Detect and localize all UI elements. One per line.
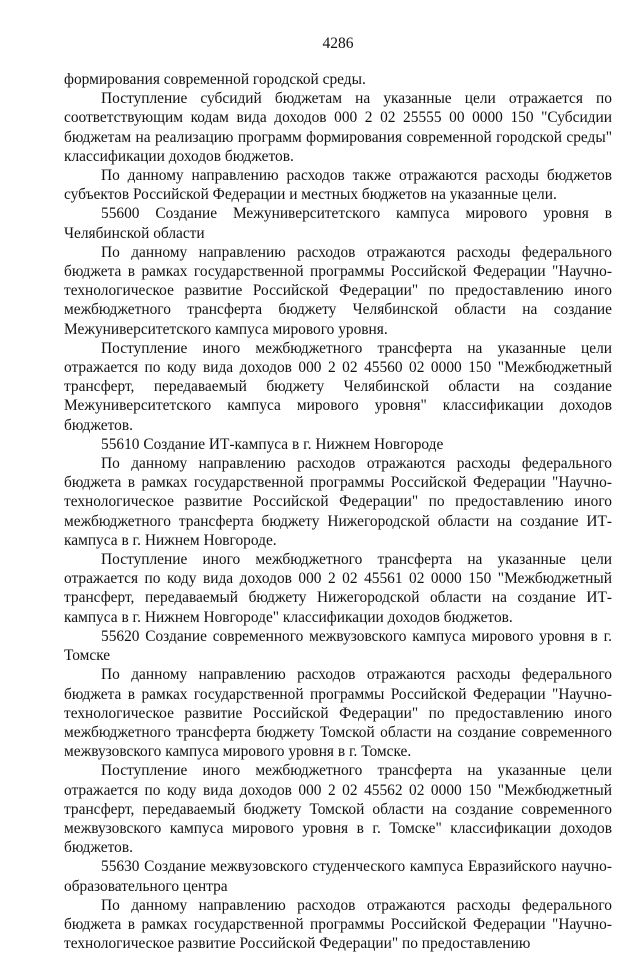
section-heading: 55600 Создание Межуниверситетского кампуса мирового уровня в Челябинской области xyxy=(64,205,612,242)
document-body xyxy=(64,70,612,953)
paragraph: По данному направлению расходов также отражаются расходы бюджетов субъектов Российской Федерации и местных бюджетов на указанные цели. xyxy=(64,167,612,204)
paragraph: По данному направлению расходов отражаются расходы федерального бюджета в рамках государственной программы Российской Федерации "Научно-технологическое развитие Российской Федерации" по предоставлению xyxy=(64,896,612,953)
page-number: 4286 xyxy=(322,35,354,52)
paragraph: Поступление иного межбюджетного трансферта на указанные цели отражается по коду вида доходов 000 2 02 45561 02 0000 150 "Межбюджетный трансферт, передаваемый бюджету Нижегородской области на создание ИТ-кампуса в г. Нижнем Новгороде" классификации доходов бюджетов. xyxy=(64,551,612,626)
paragraph: По данному направлению расходов отражаются расходы федерального бюджета в рамках государственной программы Российской Федерации "Научно-технологическое развитие Российской Федерации" по предоставлению иного межбюджетного трансферта бюджету Томской области на создание современного межвузовского кампуса мирового уровня в г. Томске. xyxy=(64,666,612,761)
section-heading: 55610 Создание ИТ-кампуса в г. Нижнем Новгороде xyxy=(101,435,444,453)
paragraph: По данному направлению расходов отражаются расходы федерального бюджета в рамках государственной программы Российской Федерации "Научно-технологическое развитие Российской Федерации" по предоставлению иного межбюджетного трансферта бюджету Челябинской области на создание Межуниверситетского кампуса мирового уровня. xyxy=(64,243,612,338)
section-heading: 55630 Создание межвузовского студенческого кампуса Евразийского научно-образовательного центра xyxy=(64,858,612,895)
paragraph: Поступление иного межбюджетного трансферта на указанные цели отражается по коду вида доходов 000 2 02 45562 02 0000 150 "Межбюджетный трансферт, передаваемый бюджету Томской области на создание современного межвузовского кампуса мирового уровня в г. Томске" классификации доходов бюджетов. xyxy=(64,762,612,857)
paragraph: По данному направлению расходов отражаются расходы федерального бюджета в рамках государственной программы Российской Федерации "Научно-технологическое развитие Российской Федерации" по предоставлению иного межбюджетного трансферта бюджету Нижегородской области на создание ИТ-кампуса в г. Нижнем Новгороде. xyxy=(64,455,612,549)
section-heading: 55620 Создание современного межвузовского кампуса мирового уровня в г. Томске xyxy=(64,627,612,665)
paragraph: Поступление субсидий бюджетам на указанные цели отражается по соответствующим кодам вида доходов 000 2 02 25555 00 0000 150 "Субсидии бюджетам на реализацию программ формирования современной городской среды" классификации доходов бюджетов. xyxy=(64,90,612,165)
paragraph: Поступление иного межбюджетного трансферта на указанные цели отражается по коду вида доходов 000 2 02 45560 02 0000 150 "Межбюджетный трансферт, передаваемый бюджету Челябинской области на создание Межуниверситетского кампуса мирового уровня" классификации доходов бюджетов. xyxy=(64,339,612,434)
paragraph-continuation: формирования современной городской среды. xyxy=(64,71,366,88)
